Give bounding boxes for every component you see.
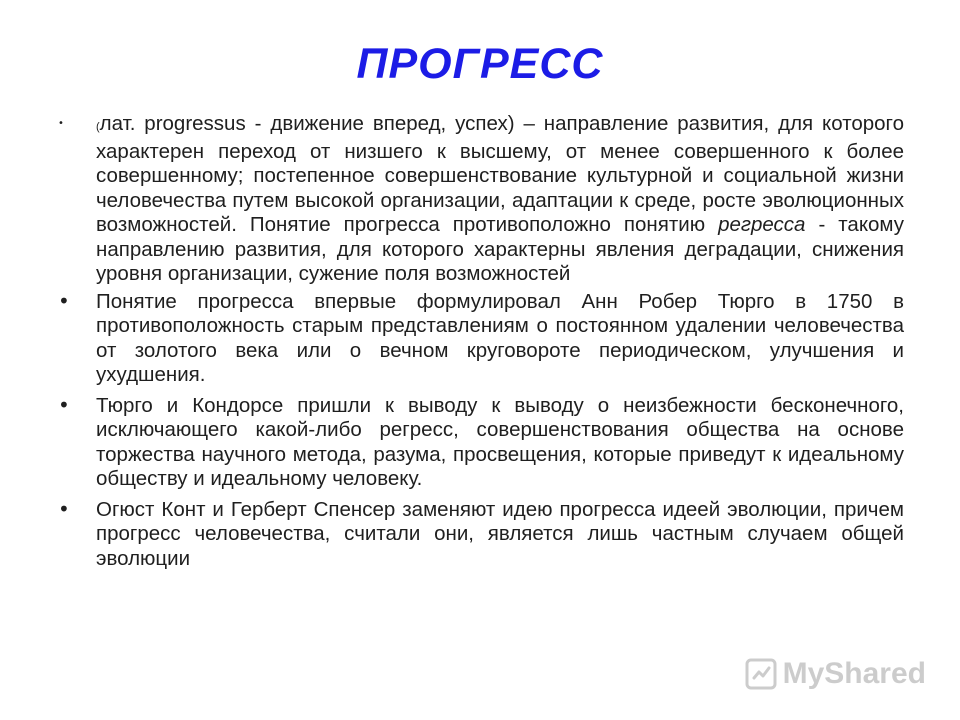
bullet-list — [56, 112, 904, 577]
bullet-dot: • — [58, 392, 70, 417]
bullet-item-turgot — [56, 290, 904, 388]
bullet-item-definition — [56, 112, 904, 287]
bullet-text: лат. progressus - движение вперед, успех) – направление развития, для которого характерен переход от низшего к высшему, от менее совершенного к более совершенному; постепенное совершенствование культурной и социальной жизни человечества путем высокой организации, адаптации к среде, росте эволюционных возможностей. Понятие прогресса противоположно понятию — [96, 112, 904, 236]
slide-title: ПРОГРЕСС — [356, 40, 604, 88]
bullet-text: Тюрго и Кондорсе пришли к выводу к выводу о неизбежности бесконечного, исключающего какой-либо регресс, совершенствования общества на основе торжества научного метода, разума, просвещения, которые приведут к идеальному обществу и идеальному человеку. — [96, 393, 904, 490]
bullet-item-comte-spencer — [56, 498, 904, 572]
bullet-text: Огюст Конт и Герберт Спенсер заменяют идею прогресса идеей эволюции, причем прогресс человечества, считали они, является лишь частным случаем общей эволюции — [96, 497, 904, 570]
bullet-italic-term: регресса — [718, 213, 806, 236]
bullet-dot: • — [58, 118, 64, 129]
bullet-text: Понятие прогресса впервые формулировал Анн Робер Тюрго в 1750 в противоположность старым представлениям о постоянном удалении человечества от золотого века или о вечном круговороте периодическом, улучшения и ухудшения. — [96, 289, 904, 386]
myshared-watermark — [744, 656, 926, 692]
bullet-dot: • — [58, 496, 70, 521]
bullet-item-condorcet — [56, 394, 904, 492]
myshared-logo-icon — [744, 657, 778, 691]
watermark-text: MyShared — [782, 657, 926, 690]
bullet-dot: • — [58, 288, 70, 313]
bullet-open-paren: ( — [96, 121, 100, 133]
bullet-text-continued: - такому направлению развития, для которого характерны явления деградации, снижения уровня организации, сужение поля возможностей — [96, 213, 905, 285]
